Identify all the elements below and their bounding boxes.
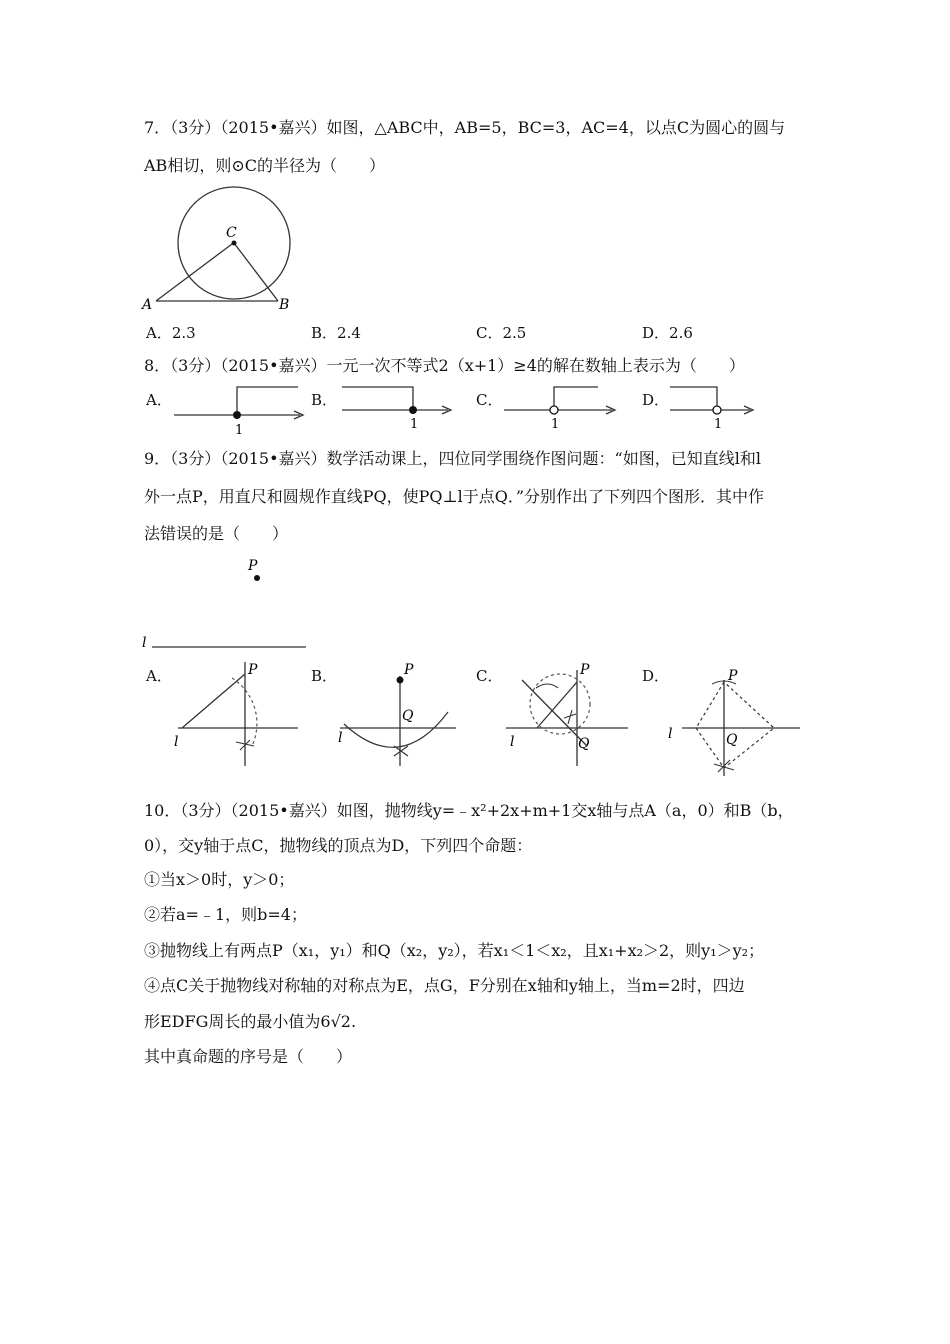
q10-stem-line1: 10．（3分）（2015•嘉兴）如图，抛物线y=﹣x²+2x+m+1交x轴与点A（a，0）和B（b， <box>144 801 794 820</box>
q9b-label-p: P <box>404 662 414 678</box>
q9-label-p: P <box>248 558 258 574</box>
q9c-label-p: P <box>580 662 590 678</box>
q9-figure-b <box>336 658 461 770</box>
q7-figure <box>140 186 300 316</box>
q9-stem-line1: 9．（3分）（2015•嘉兴）数学活动课上，四位同学围绕作图问题：“如图，已知直线l和l <box>144 449 761 468</box>
q9-option-b: B． <box>311 667 338 685</box>
q7-option-d: D．2.6 <box>642 324 693 342</box>
q9d-label-q: Q <box>726 732 738 748</box>
q10-statement-4-cont: 形EDFG周长的最小值为6√2. <box>144 1012 357 1031</box>
q10-stem-line2: 0），交y轴于点C，抛物线的顶点为D，下列四个命题： <box>144 836 533 855</box>
q8-numberline-c <box>502 384 632 438</box>
q8-option-d: D． <box>642 391 670 409</box>
q7-label-c: C <box>226 225 237 241</box>
q9c-label-q: Q <box>578 736 590 752</box>
q8-option-a: A． <box>146 391 172 409</box>
q9d-label-l: l <box>668 726 673 742</box>
q9b-label-q: Q <box>402 708 414 724</box>
q7-side-ac <box>156 244 232 301</box>
q9c-label-l: l <box>510 734 515 750</box>
q8-stem: 8．（3分）（2015•嘉兴）一元一次不等式2（x+1）≥4的解在数轴上表示为（ ） <box>144 356 745 375</box>
q9-given-figure <box>140 555 310 655</box>
q9a-label-p: P <box>248 662 258 678</box>
q7-point-c <box>232 241 237 246</box>
q7-option-c: C．2.5 <box>476 324 527 342</box>
q10-statement-1: ①当x＞0时，y＞0； <box>144 870 295 889</box>
q9b-label-l: l <box>338 730 343 746</box>
q8-tick-a: 1 <box>235 423 244 438</box>
q9-figure-a <box>170 658 305 770</box>
q9-figure-d <box>666 658 806 778</box>
q9-stem-line2: 外一点P，用直尺和圆规作直线PQ，使PQ⊥l于点Q．”分别作出了下列四个图形．其中作 <box>144 487 764 506</box>
q10-statement-2: ②若a=﹣1，则b=4； <box>144 905 307 924</box>
q7-stem-line1: 7．（3分）（2015•嘉兴）如图，△ABC中，AB=5，BC=3，AC=4，以点C为圆心的圆与 <box>144 118 786 137</box>
q7-label-b: B <box>279 297 290 313</box>
q7-option-a: A．2.3 <box>146 324 196 342</box>
q9-label-l: l <box>142 635 147 651</box>
q7-stem-line2: AB相切，则⊙C的半径为（ ） <box>144 156 385 175</box>
q10-statement-3: ③抛物线上有两点P（x₁，y₁）和Q（x₂，y₂），若x₁＜1＜x₂，且x₁+x₂＞2，则y₁＞y₂； <box>144 941 765 960</box>
q8-numberline-d <box>668 384 768 438</box>
q9d-label-p: P <box>728 668 738 684</box>
q10-statement-4: ④点C关于抛物线对称轴的对称点为E，点G，F分别在x轴和y轴上，当m=2时，四边 <box>144 976 745 995</box>
q8-tick-b: 1 <box>410 417 419 432</box>
q8-numberline-a <box>172 384 312 438</box>
q8-option-b: B． <box>311 391 338 409</box>
q10-question: 其中真命题的序号是（ ） <box>144 1047 353 1066</box>
q9-figure-c <box>502 658 632 770</box>
q8-tick-d: 1 <box>714 417 723 432</box>
q9-option-a: A． <box>146 667 172 685</box>
q9-option-d: D． <box>642 667 670 685</box>
q9-option-c: C． <box>476 667 503 685</box>
q8-numberline-b <box>340 384 460 438</box>
q9a-label-l: l <box>174 734 179 750</box>
q8-option-c: C． <box>476 391 503 409</box>
q8-tick-c: 1 <box>551 417 560 432</box>
q9-point-p <box>254 575 260 581</box>
q9-stem-line3: 法错误的是（ ） <box>144 524 289 543</box>
q7-side-cb <box>234 243 278 301</box>
q7-label-a: A <box>142 297 153 313</box>
q7-option-b: B．2.4 <box>311 324 361 342</box>
